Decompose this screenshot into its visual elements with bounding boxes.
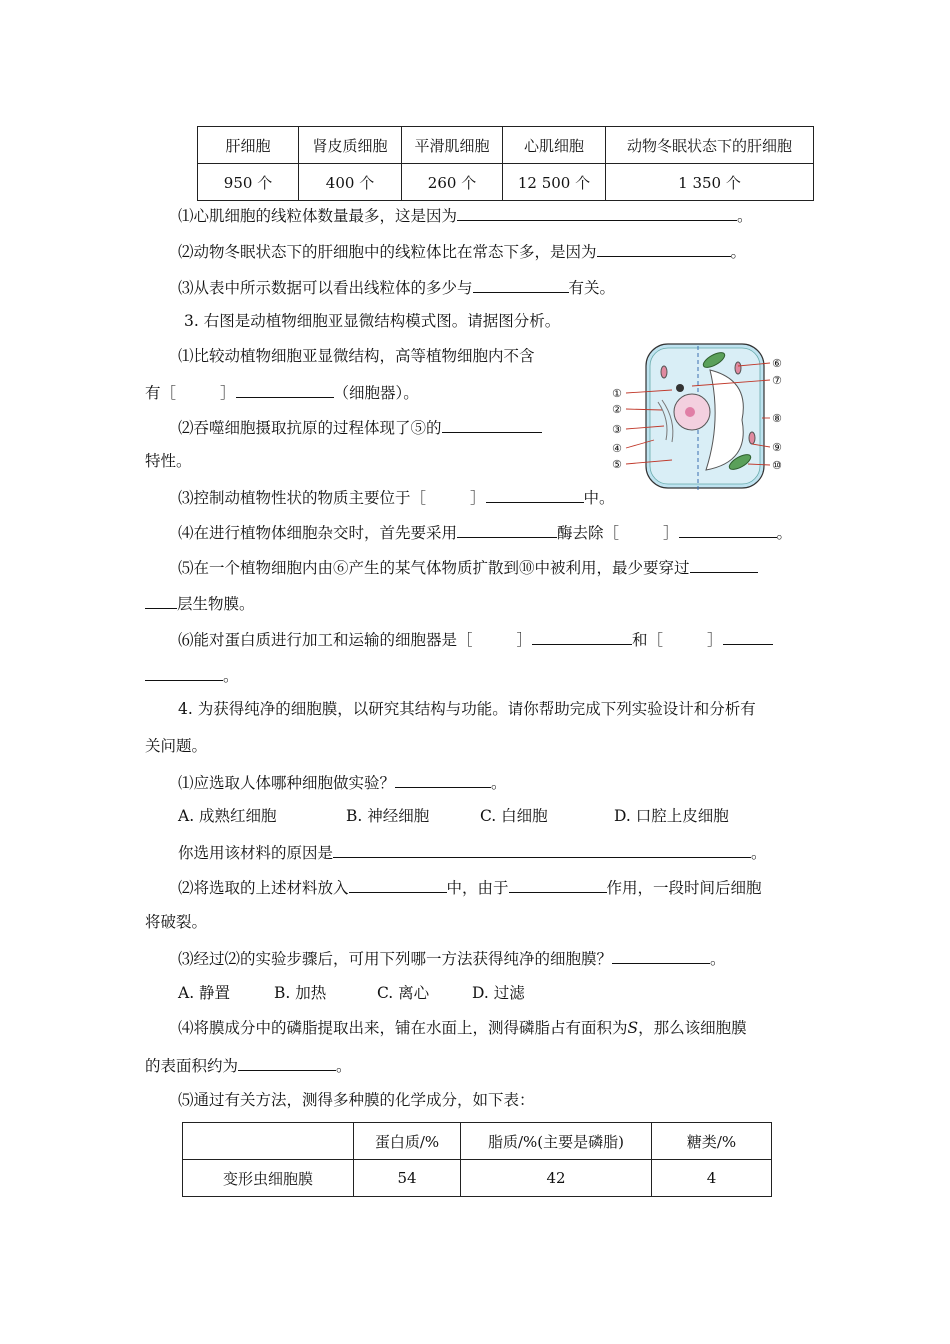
table-cell: 12 500 个	[503, 164, 606, 201]
diagram-label: ⑦	[772, 374, 782, 387]
label-group-right	[772, 357, 782, 472]
answer-blank[interactable]	[457, 204, 737, 221]
centrosome	[676, 384, 684, 392]
answer-blank[interactable]	[442, 416, 542, 433]
q3-part1-line2: 有［ ］ （细胞器）。	[145, 381, 419, 403]
diagram-label: ⑤	[612, 458, 622, 471]
q2-part2: ⑵动物冬眠状态下的肝细胞中的线粒体比在常态下多，是因为 。	[178, 240, 746, 262]
q3-part3: ⑶控制动植物性状的物质主要位于［ ］ 中。	[178, 486, 615, 508]
table-cell: 950 个	[198, 164, 299, 201]
q4-part4-line1: ⑷将膜成分中的磷脂提取出来，铺在水面上，测得磷脂占有面积为S，那么该细胞膜	[178, 1019, 747, 1037]
table-row	[198, 164, 814, 201]
label-group-left	[612, 387, 622, 471]
answer-blank[interactable]	[597, 240, 731, 257]
mitochondrion	[735, 362, 741, 374]
answer-blank[interactable]	[236, 381, 334, 398]
answer-blank[interactable]	[473, 276, 569, 293]
answer-blank[interactable]	[349, 876, 447, 893]
nucleolus	[685, 407, 695, 417]
option-d[interactable]: D. 过滤	[472, 984, 525, 1002]
table-header-cell: 肝细胞	[198, 127, 299, 164]
diagram-label: ⑩	[772, 459, 782, 472]
table-header-row	[183, 1123, 772, 1160]
table-cell: 42	[461, 1160, 652, 1197]
q4-part3: ⑶经过⑵的实验步骤后，可用下列哪一方法获得纯净的细胞膜？ 。	[178, 947, 726, 969]
option-c[interactable]: C. 离心	[377, 984, 430, 1002]
table-cell: 54	[354, 1160, 461, 1197]
q4-title-line1: 4. 为获得纯净的细胞膜，以研究其结构与功能。请你帮助完成下列实验设计和分析有	[178, 700, 756, 718]
option-b[interactable]: B. 神经细胞	[346, 807, 430, 825]
answer-blank[interactable]	[333, 841, 751, 858]
q4-part3-options	[178, 983, 525, 1003]
answer-blank[interactable]	[395, 771, 491, 788]
q2-part1: ⑴心肌细胞的线粒体数量最多，这是因为 。	[178, 204, 753, 226]
table-header-cell: 动物冬眠状态下的肝细胞	[606, 127, 814, 164]
answer-blank[interactable]	[509, 876, 607, 893]
diagram-label: ③	[612, 423, 622, 436]
diagram-label: ①	[612, 387, 622, 400]
option-c[interactable]: C. 白细胞	[480, 807, 548, 825]
q4-part4-line2: 的表面积约为 。	[145, 1054, 352, 1076]
variable-s: S	[627, 1019, 639, 1037]
q4-part1: ⑴应选取人体哪种细胞做实验？ 。	[178, 771, 507, 793]
answer-blank[interactable]	[486, 486, 584, 503]
q3-part6-line1: ⑹能对蛋白质进行加工和运输的细胞器是［ ］ 和［ ］	[178, 628, 773, 650]
table-header-row	[198, 127, 814, 164]
q4-part1-options	[178, 806, 729, 826]
answer-blank[interactable]	[690, 556, 758, 573]
option-b[interactable]: B. 加热	[274, 984, 327, 1002]
q4-part5: ⑸通过有关方法，测得多种膜的化学成分，如下表：	[178, 1091, 535, 1109]
answer-blank[interactable]	[457, 521, 557, 538]
table-header-cell: 糖类/%	[652, 1123, 772, 1160]
mitochondrion	[661, 366, 667, 378]
answer-blank[interactable]	[532, 628, 632, 645]
diagram-label: ④	[612, 442, 622, 455]
diagram-label: ②	[612, 403, 622, 416]
table-header-cell: 心肌细胞	[503, 127, 606, 164]
table-header-cell	[183, 1123, 354, 1160]
diagram-label: ⑨	[772, 441, 782, 454]
answer-blank[interactable]	[145, 664, 223, 681]
table-cell: 4	[652, 1160, 772, 1197]
q4-title-line2: 关问题。	[145, 737, 208, 755]
table-cell: 260 个	[402, 164, 503, 201]
cell-structure-diagram	[610, 340, 815, 492]
answer-blank[interactable]	[612, 947, 710, 964]
table-header-cell: 平滑肌细胞	[402, 127, 503, 164]
table-header-cell: 脂质/%(主要是磷脂)	[461, 1123, 652, 1160]
option-d[interactable]: D. 口腔上皮细胞	[614, 807, 729, 825]
table-header-cell: 蛋白质/%	[354, 1123, 461, 1160]
q3-part1-line1: ⑴比较动植物细胞亚显微结构，高等植物细胞内不含	[178, 347, 535, 365]
q2-part3: ⑶从表中所示数据可以看出线粒体的多少与 有关。	[178, 276, 615, 298]
option-a[interactable]: A. 成熟红细胞	[178, 807, 277, 825]
diagram-label: ⑥	[772, 357, 782, 370]
table-cell: 400 个	[299, 164, 402, 201]
diagram-label: ⑧	[772, 412, 782, 425]
q3-part2-line2: 特性。	[145, 452, 192, 470]
answer-blank[interactable]	[145, 592, 177, 609]
mitochondria-count-table	[197, 126, 814, 201]
q4-part2-line2: 将破裂。	[145, 913, 208, 931]
table-header-cell: 肾皮质细胞	[299, 127, 402, 164]
answer-blank[interactable]	[723, 628, 773, 645]
option-a[interactable]: A. 静置	[178, 984, 231, 1002]
q3-part5-line1: ⑸在一个植物细胞内由⑥产生的某气体物质扩散到⑩中被利用，最少要穿过	[178, 556, 758, 578]
q3-title: 3. 右图是动植物细胞亚显微结构模式图。请据图分析。	[184, 312, 561, 330]
answer-blank[interactable]	[679, 521, 777, 538]
q3-part2-line1: ⑵吞噬细胞摄取抗原的过程体现了⑤的	[178, 416, 542, 438]
membrane-composition-table	[182, 1122, 772, 1197]
q3-part5-line2: 层生物膜。	[145, 592, 255, 614]
q3-part6-line2: 。	[145, 664, 239, 686]
table-cell: 1 350 个	[606, 164, 814, 201]
answer-blank[interactable]	[238, 1054, 336, 1071]
mitochondrion	[749, 432, 755, 444]
q3-part4: ⑷在进行植物体细胞杂交时，首先要采用 酶去除［ ］ 。	[178, 521, 792, 543]
q4-part2-line1: ⑵将选取的上述材料放入 中，由于 作用，一段时间后细胞	[178, 876, 762, 898]
table-row	[183, 1160, 772, 1197]
q4-reason: 你选用该材料的原因是 。	[178, 841, 767, 863]
table-cell: 变形虫细胞膜	[183, 1160, 354, 1197]
